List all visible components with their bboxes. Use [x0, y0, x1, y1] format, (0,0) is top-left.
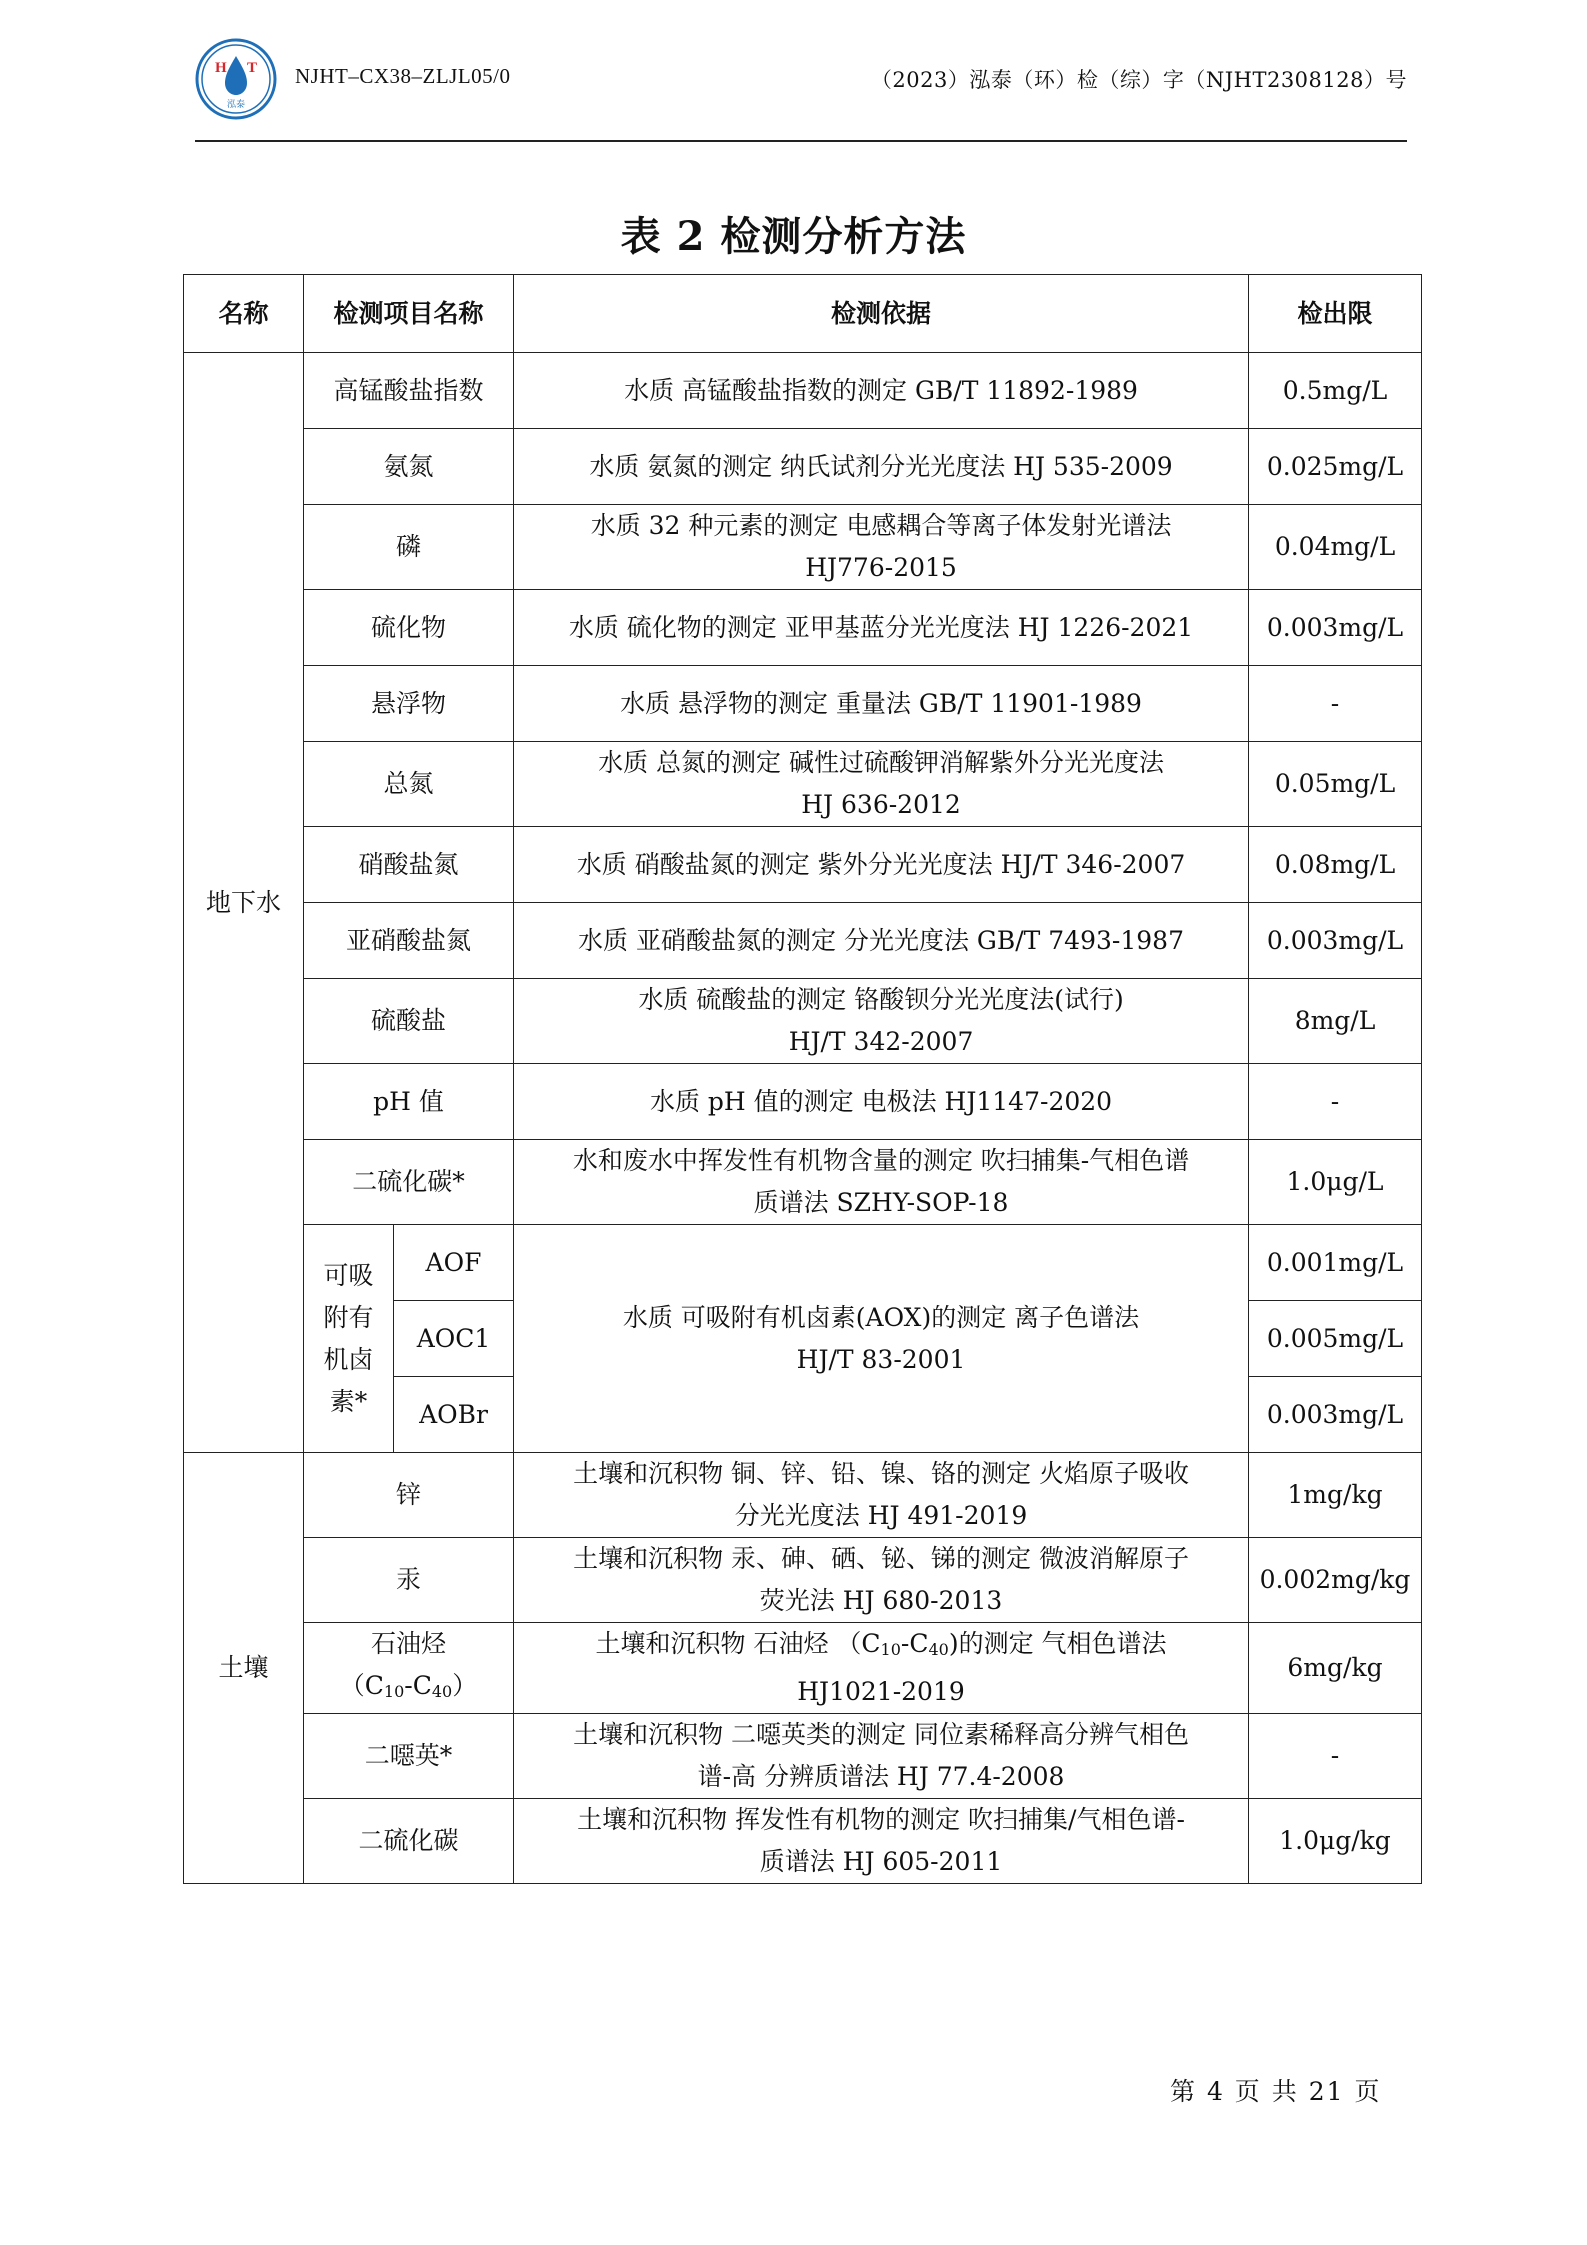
formula-subscript: 10	[383, 1682, 405, 1701]
basis-cell	[514, 429, 1249, 505]
formula-part: （C	[339, 1671, 384, 1700]
limit-cell: 0.025mg/L	[1249, 429, 1422, 505]
table-row	[184, 827, 1422, 903]
basis-line: 荧光法 HJ 680-2013	[759, 1586, 1003, 1615]
basis-cell	[514, 1140, 1249, 1225]
table-row	[184, 1538, 1422, 1623]
basis-line: 土壤和沉积物 挥发性有机物的测定 吹扫捕集/气相色谱-	[577, 1805, 1185, 1834]
formula-line	[312, 1665, 505, 1713]
limit-cell: 0.005mg/L	[1249, 1301, 1422, 1377]
table-row	[184, 742, 1422, 827]
item-cell: 悬浮物	[304, 666, 514, 742]
table-row	[184, 1064, 1422, 1140]
page-header	[195, 38, 1407, 143]
header-item: 检测项目名称	[304, 275, 514, 353]
item-cell: 锌	[304, 1453, 514, 1538]
header-basis: 检测依据	[514, 275, 1249, 353]
item-cell	[304, 1623, 514, 1714]
basis-cell	[514, 1799, 1249, 1884]
basis-line: 水质 32 种元素的测定 电感耦合等离子体发射光谱法	[590, 511, 1172, 540]
item-line: 石油烃	[371, 1629, 447, 1658]
basis-cell	[514, 1064, 1249, 1140]
basis-line: 土壤和沉积物 汞、砷、硒、铋、锑的测定 微波消解原子	[573, 1544, 1189, 1573]
header-name: 名称	[184, 275, 304, 353]
formula-part: )的测定 气相色谱法	[948, 1629, 1167, 1658]
item-cell: 磷	[304, 505, 514, 590]
company-logo	[195, 38, 277, 120]
limit-cell: 0.08mg/L	[1249, 827, 1422, 903]
table-row	[184, 979, 1422, 1064]
basis-line: 分光光度法 HJ 491-2019	[734, 1501, 1028, 1530]
basis-line: 水质 可吸附有机卤素(AOX)的测定 离子色谱法	[622, 1302, 1140, 1332]
basis-cell	[514, 590, 1249, 666]
item-cell: 氨氮	[304, 429, 514, 505]
item-cell: AOF	[394, 1225, 514, 1301]
methods-table	[183, 274, 1422, 1884]
basis-line: 水和废水中挥发性有机物含量的测定 吹扫捕集-气相色谱	[572, 1146, 1190, 1175]
limit-cell: 8mg/L	[1249, 979, 1422, 1064]
item-cell: 二硫化碳	[304, 1799, 514, 1884]
basis-line: 质谱法 HJ 605-2011	[759, 1847, 1003, 1876]
basis-cell	[514, 353, 1249, 429]
table-row	[184, 1140, 1422, 1225]
logo-name: 泓泰	[226, 100, 246, 110]
basis-line: HJ/T 342-2007	[788, 1027, 974, 1056]
item-cell: 硝酸盐氮	[304, 827, 514, 903]
table-row	[184, 429, 1422, 505]
formula-part: -C	[404, 1671, 432, 1700]
item-cell: AOC1	[394, 1301, 514, 1377]
limit-cell: 0.003mg/L	[1249, 590, 1422, 666]
table-row	[184, 1714, 1422, 1799]
item-cell: 总氮	[304, 742, 514, 827]
document-code: NJHT–CX38–ZLJL05/0	[295, 64, 511, 88]
limit-cell: -	[1249, 1714, 1422, 1799]
aox-label-line: 机卤	[323, 1344, 374, 1374]
limit-cell: 1mg/kg	[1249, 1453, 1422, 1538]
basis-line: 土壤和沉积物 二噁英类的测定 同位素稀释高分辨气相色	[573, 1720, 1189, 1749]
header-limit: 检出限	[1249, 275, 1422, 353]
header-divider	[195, 140, 1407, 142]
basis-line: 水质 总氮的测定 碱性过硫酸钾消解紫外分光光度法	[598, 748, 1164, 777]
basis-line: 水质 pH 值的测定 电极法 HJ1147-2020	[649, 1086, 1113, 1116]
table-row	[184, 1225, 1422, 1301]
table-row	[184, 590, 1422, 666]
logo-letter-h: H	[215, 60, 227, 76]
table-row	[184, 505, 1422, 590]
aox-label-line: 素*	[329, 1386, 368, 1416]
basis-cell	[514, 1714, 1249, 1799]
basis-cell	[514, 1225, 1249, 1453]
aox-label-line: 可吸	[323, 1260, 374, 1290]
basis-cell	[514, 1538, 1249, 1623]
aox-group-label	[304, 1225, 394, 1453]
item-cell: AOBr	[394, 1377, 514, 1453]
limit-cell: 0.002mg/kg	[1249, 1538, 1422, 1623]
table-row	[184, 1453, 1422, 1538]
item-cell: 高锰酸盐指数	[304, 353, 514, 429]
item-cell: 汞	[304, 1538, 514, 1623]
formula-subscript: 40	[928, 1640, 949, 1659]
limit-cell: 0.003mg/L	[1249, 903, 1422, 979]
basis-cell	[514, 505, 1249, 590]
basis-cell	[514, 979, 1249, 1064]
basis-line: HJ 636-2012	[801, 790, 961, 819]
limit-cell: 1.0μg/kg	[1249, 1799, 1422, 1884]
page-number: 第 4 页 共 21 页	[1170, 2077, 1382, 2106]
table-row	[184, 903, 1422, 979]
basis-line: HJ776-2015	[805, 553, 957, 582]
basis-line: 质谱法 SZHY-SOP-18	[753, 1188, 1009, 1217]
basis-cell	[514, 1623, 1249, 1714]
basis-line: 水质 硫酸盐的测定 铬酸钡分光光度法(试行)	[638, 985, 1124, 1014]
item-cell: 亚硝酸盐氮	[304, 903, 514, 979]
basis-line: 水质 亚硝酸盐氮的测定 分光光度法 GB/T 7493-1987	[578, 925, 1184, 955]
limit-cell: -	[1249, 1064, 1422, 1140]
basis-cell	[514, 827, 1249, 903]
basis-line: 水质 高锰酸盐指数的测定 GB/T 11892-1989	[624, 375, 1138, 405]
limit-cell: 6mg/kg	[1249, 1623, 1422, 1714]
basis-line: 土壤和沉积物 铜、锌、铅、镍、铬的测定 火焰原子吸收	[573, 1459, 1189, 1488]
logo-letter-t: T	[247, 60, 258, 76]
formula-subscript: 40	[431, 1682, 453, 1701]
limit-cell: 0.04mg/L	[1249, 505, 1422, 590]
table-header-row	[184, 275, 1422, 353]
basis-line: 谱-高 分辨质谱法 HJ 77.4-2008	[697, 1762, 1065, 1791]
table-row	[184, 1799, 1422, 1884]
basis-cell	[514, 742, 1249, 827]
item-cell: 硫酸盐	[304, 979, 514, 1064]
item-cell: pH 值	[304, 1064, 514, 1140]
item-cell: 二噁英*	[304, 1714, 514, 1799]
basis-line: 水质 硫化物的测定 亚甲基蓝分光光度法 HJ 1226-2021	[568, 612, 1194, 642]
formula-subscript: 10	[880, 1640, 901, 1659]
basis-cell	[514, 903, 1249, 979]
basis-line: HJ1021-2019	[797, 1677, 965, 1706]
limit-cell: 1.0μg/L	[1249, 1140, 1422, 1225]
basis-line: 水质 氨氮的测定 纳氏试剂分光光度法 HJ 535-2009	[589, 451, 1173, 481]
item-cell: 硫化物	[304, 590, 514, 666]
basis-cell	[514, 666, 1249, 742]
basis-line: HJ/T 83-2001	[796, 1344, 966, 1374]
report-number: （2023）泓泰（环）检（综）字（NJHT2308128）号	[870, 68, 1407, 92]
table-row	[184, 666, 1422, 742]
basis-cell	[514, 1453, 1249, 1538]
table-row	[184, 1623, 1422, 1714]
basis-line: 水质 硝酸盐氮的测定 紫外分光光度法 HJ/T 346-2007	[576, 849, 1186, 879]
limit-cell: 0.001mg/L	[1249, 1225, 1422, 1301]
basis-line: 水质 悬浮物的测定 重量法 GB/T 11901-1989	[620, 688, 1142, 718]
limit-cell: -	[1249, 666, 1422, 742]
limit-cell: 0.5mg/L	[1249, 353, 1422, 429]
basis-line	[522, 1623, 1240, 1671]
page-title: 表 2 检测分析方法	[620, 213, 967, 260]
formula-part: -C	[900, 1629, 929, 1658]
limit-cell: 0.05mg/L	[1249, 742, 1422, 827]
category-soil: 土壤	[184, 1453, 304, 1884]
table-row	[184, 353, 1422, 429]
category-groundwater: 地下水	[184, 353, 304, 1453]
formula-part: 土壤和沉积物 石油烃 （C	[595, 1629, 881, 1658]
item-cell: 二硫化碳*	[304, 1140, 514, 1225]
formula-part: ）	[452, 1671, 478, 1700]
aox-label-line: 附有	[323, 1302, 374, 1332]
limit-cell: 0.003mg/L	[1249, 1377, 1422, 1453]
